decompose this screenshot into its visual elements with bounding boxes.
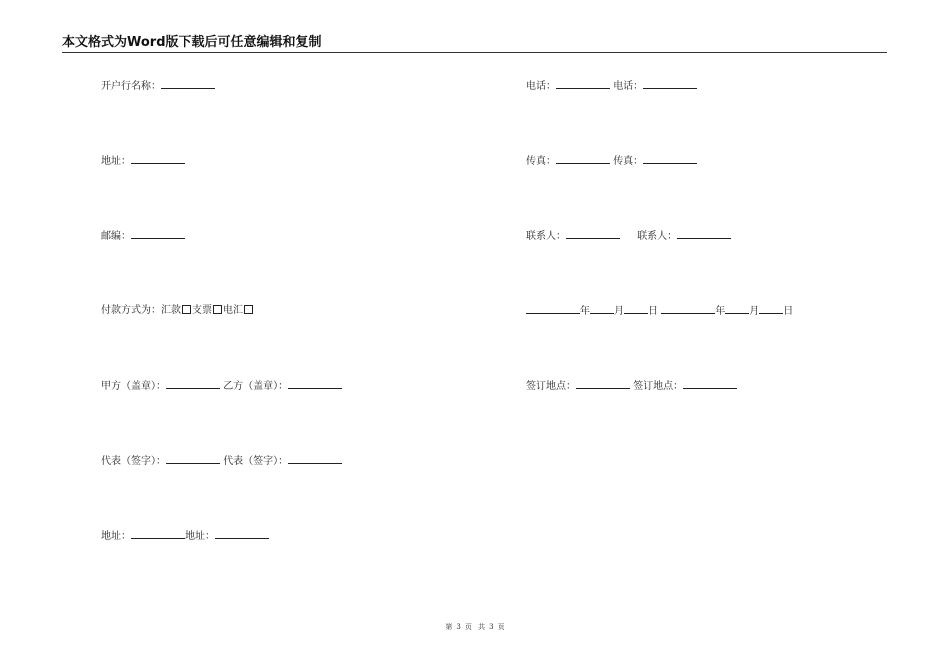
address-blank[interactable] bbox=[131, 155, 185, 164]
representative-line bbox=[101, 455, 342, 468]
header-title: 本文格式为Word版下载后可任意编辑和复制 bbox=[62, 35, 322, 50]
year-blank-b[interactable] bbox=[661, 305, 715, 314]
party-address-blank-b[interactable] bbox=[215, 530, 269, 539]
phone-blank-a[interactable] bbox=[556, 80, 610, 89]
representative-blank-b[interactable] bbox=[288, 455, 342, 464]
sign-place-blank-b[interactable] bbox=[683, 380, 737, 389]
representative-label-a: 代表（签字）： bbox=[101, 456, 166, 467]
representative-blank-a[interactable] bbox=[166, 455, 220, 464]
footer-total-suffix: 页 bbox=[497, 623, 505, 631]
payment-option-check: 支票 bbox=[192, 305, 212, 316]
party-address-line bbox=[101, 530, 269, 543]
year-blank-a[interactable] bbox=[526, 305, 580, 314]
contact-label-b: 联系人： bbox=[637, 231, 678, 242]
sign-place-blank-a[interactable] bbox=[576, 380, 630, 389]
payment-option-remit: 汇款 bbox=[161, 305, 181, 316]
party-a-seal-blank[interactable] bbox=[166, 380, 220, 389]
postcode-blank[interactable] bbox=[131, 230, 185, 239]
phone-line bbox=[526, 80, 697, 93]
remit-checkbox[interactable] bbox=[182, 305, 191, 314]
contact-label-a: 联系人： bbox=[526, 231, 566, 242]
party-b-seal-label: 乙方（盖章）： bbox=[223, 381, 289, 392]
date-line bbox=[526, 305, 793, 318]
footer-page-word: 页 bbox=[464, 623, 472, 631]
bank-name-label: 开户行名称： bbox=[101, 81, 161, 92]
check-checkbox[interactable] bbox=[213, 305, 222, 314]
payment-method-line bbox=[101, 305, 254, 317]
footer-total-prefix: 共 bbox=[478, 623, 486, 631]
party-a-seal-label: 甲方（盖章）： bbox=[101, 381, 166, 392]
day-blank-b[interactable] bbox=[759, 305, 783, 314]
page-header bbox=[62, 35, 887, 53]
month-label-b: 月 bbox=[749, 306, 760, 317]
party-address-blank-a[interactable] bbox=[131, 530, 185, 539]
day-label-b: 日 bbox=[783, 306, 794, 317]
party-address-label-a: 地址： bbox=[101, 531, 131, 542]
footer-page-prefix: 第 bbox=[445, 623, 453, 631]
day-label-a: 日 bbox=[648, 306, 658, 317]
contact-blank-a[interactable] bbox=[566, 230, 620, 239]
month-blank-a[interactable] bbox=[590, 305, 614, 314]
day-blank-a[interactable] bbox=[624, 305, 648, 314]
party-b-seal-blank[interactable] bbox=[288, 380, 342, 389]
representative-label-b: 代表（签字）： bbox=[223, 456, 289, 467]
address-label: 地址： bbox=[101, 156, 131, 167]
month-blank-b[interactable] bbox=[725, 305, 749, 314]
postcode-label: 邮编： bbox=[101, 231, 131, 242]
sign-place-label-a: 签订地点： bbox=[526, 381, 576, 392]
payment-option-wire: 电汇 bbox=[223, 305, 243, 316]
sign-place-line bbox=[526, 380, 737, 393]
party-address-label-b: 地址： bbox=[185, 531, 215, 542]
party-seal-line bbox=[101, 380, 342, 393]
address-line bbox=[101, 155, 185, 168]
sign-place-label-b: 签订地点： bbox=[633, 381, 684, 392]
footer-total-pages: 3 bbox=[489, 623, 494, 631]
postcode-line bbox=[101, 230, 185, 243]
phone-label-b: 电话： bbox=[613, 81, 644, 92]
year-label-b: 年 bbox=[715, 306, 726, 317]
year-label-a: 年 bbox=[580, 306, 590, 317]
phone-blank-b[interactable] bbox=[643, 80, 697, 89]
fax-label-b: 传真： bbox=[613, 156, 644, 167]
page-footer bbox=[0, 623, 950, 632]
payment-method-label: 付款方式为： bbox=[101, 305, 161, 316]
fax-label-a: 传真： bbox=[526, 156, 556, 167]
contact-line bbox=[526, 230, 731, 243]
footer-current-page: 3 bbox=[456, 623, 461, 631]
wire-checkbox[interactable] bbox=[244, 305, 253, 314]
month-label-a: 月 bbox=[614, 306, 624, 317]
bank-name-blank[interactable] bbox=[161, 80, 215, 89]
phone-label-a: 电话： bbox=[526, 81, 556, 92]
fax-blank-a[interactable] bbox=[556, 155, 610, 164]
contact-blank-b[interactable] bbox=[677, 230, 731, 239]
bank-name-line bbox=[101, 80, 215, 93]
fax-blank-b[interactable] bbox=[643, 155, 697, 164]
fax-line bbox=[526, 155, 697, 168]
